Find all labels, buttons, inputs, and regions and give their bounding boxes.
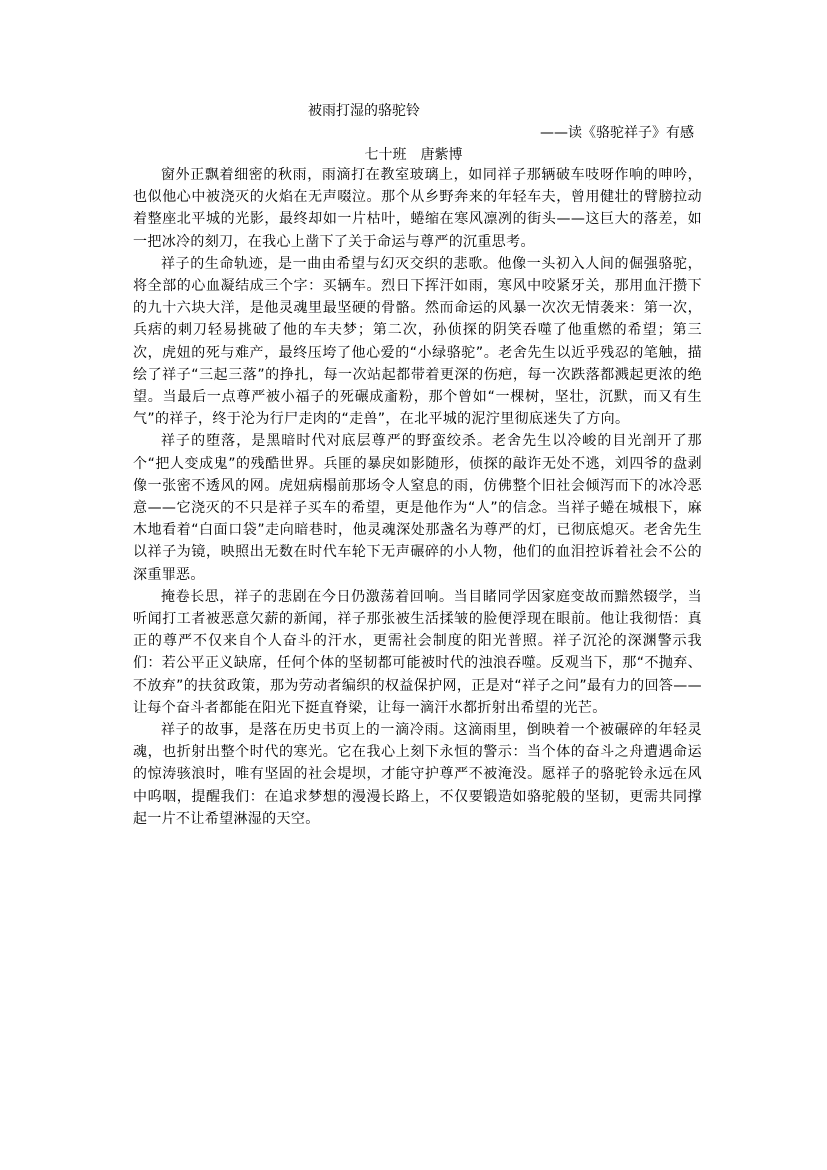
paragraph-2: 祥子的生命轨迹，是一曲由希望与幻灭交织的悲歌。他像一头初入人间的倔强骆驼，将全部的心血凝结成三个字：买辆车。烈日下挥汗如雨，寒风中咬紧牙关，那用血汗攒下的九十六块大洋，是他灵魂里最坚硬的骨骼。然而命运的风暴一次次无情袭来：第一次，兵痞的刺刀轻易挑破了他的车夫梦；第二次，孙侦探的阴笑吞噬了他重燃的希望；第三次，虎妞的死与难产，最终压垮了他心爱的“小绿骆驼”。老舍先生以近乎残忍的笔触，描绘了祥子“三起三落”的挣扎，每一次站起都带着更深的伤疤，每一次跌落都溅起更浓的绝望。当最后一点尊严被小福子的死碾成齑粉，那个曾如“一棵树，坚壮，沉默，而又有生气”的祥子，终于沦为行尸走肉的“走兽”，在北平城的泥泞里彻底迷失了方向。: [133, 255, 702, 428]
essay-body: [133, 164, 702, 830]
author-line: 七十班 唐紫博: [364, 147, 463, 163]
paragraph-5: 祥子的故事，是落在历史书页上的一滴冷雨。这滴雨里，倒映着一个被碾碎的年轻灵魂，也折射出整个时代的寒光。它在我心上刻下永恒的警示：当个体的奋斗之舟遭遇命运的惊涛骇浪时，唯有坚固的社会堤坝，才能守护尊严不被淹没。愿祥子的骆驼铃永远在风中呜咽，提醒我们：在追求梦想的漫漫长路上，不仅要锻造如骆驼般的坚韧，更需共同撑起一片不让希望淋湿的天空。: [133, 722, 702, 827]
paragraph-1: 窗外正飘着细密的秋雨，雨滴打在教室玻璃上，如同祥子那辆破车吱呀作响的呻吟，也似他心中被浇灭的火焰在无声啜泣。那个从乡野奔来的年轻车夫，曾用健壮的臂膀拉动着整座北平城的光影，最终却如一片枯叶，蜷缩在寒风凛冽的街头——这巨大的落差，如一把冰冷的刻刀，在我心上凿下了关于命运与尊严的沉重思考。: [133, 167, 702, 250]
paragraph-4: 掩卷长思，祥子的悲剧在今日仍激荡着回响。当目睹同学因家庭变故而黯然辍学，当听闻打工者被恶意欠薪的新闻，祥子那张被生活揉皱的脸便浮现在眼前。他让我彻悟：真正的尊严不仅来自个人奋斗的汗水，更需社会制度的阳光普照。祥子沉沦的深渊警示我们：若公平正义缺席，任何个体的坚韧都可能被时代的浊浪吞噬。反观当下，那“不抛弃、不放弃”的扶贫政策，那为劳动者编织的权益保护网，正是对“祥子之问”最有力的回答——让每个奋斗者都能在阳光下挺直脊梁，让每一滴汗水都折射出希望的光芒。: [133, 588, 702, 716]
paragraph-3: 祥子的堕落，是黑暗时代对底层尊严的野蛮绞杀。老舍先生以冷峻的目光剖开了那个“把人变成鬼”的残酷世界。兵匪的暴戾如影随形，侦探的敲诈无处不逃，刘四爷的盘剥像一张密不透风的网。虎妞病榻前那场令人窒息的雨，仿佛整个旧社会倾泻而下的冰冷恶意——它浇灭的不只是祥子买车的希望，更是他作为“人”的信念。当祥子蜷在城根下，麻木地看着“白面口袋”走向暗巷时，他灵魂深处那盏名为尊严的灯，已彻底熄灭。老舍先生以祥子为镜，映照出无数在时代车轮下无声碾碎的小人物，他们的血泪控诉着社会不公的深重罪恶。: [133, 433, 702, 583]
essay-title: 被雨打湿的骆驼铃: [308, 103, 420, 119]
essay-subtitle: ——读《骆驼祥子》有感: [540, 125, 694, 141]
